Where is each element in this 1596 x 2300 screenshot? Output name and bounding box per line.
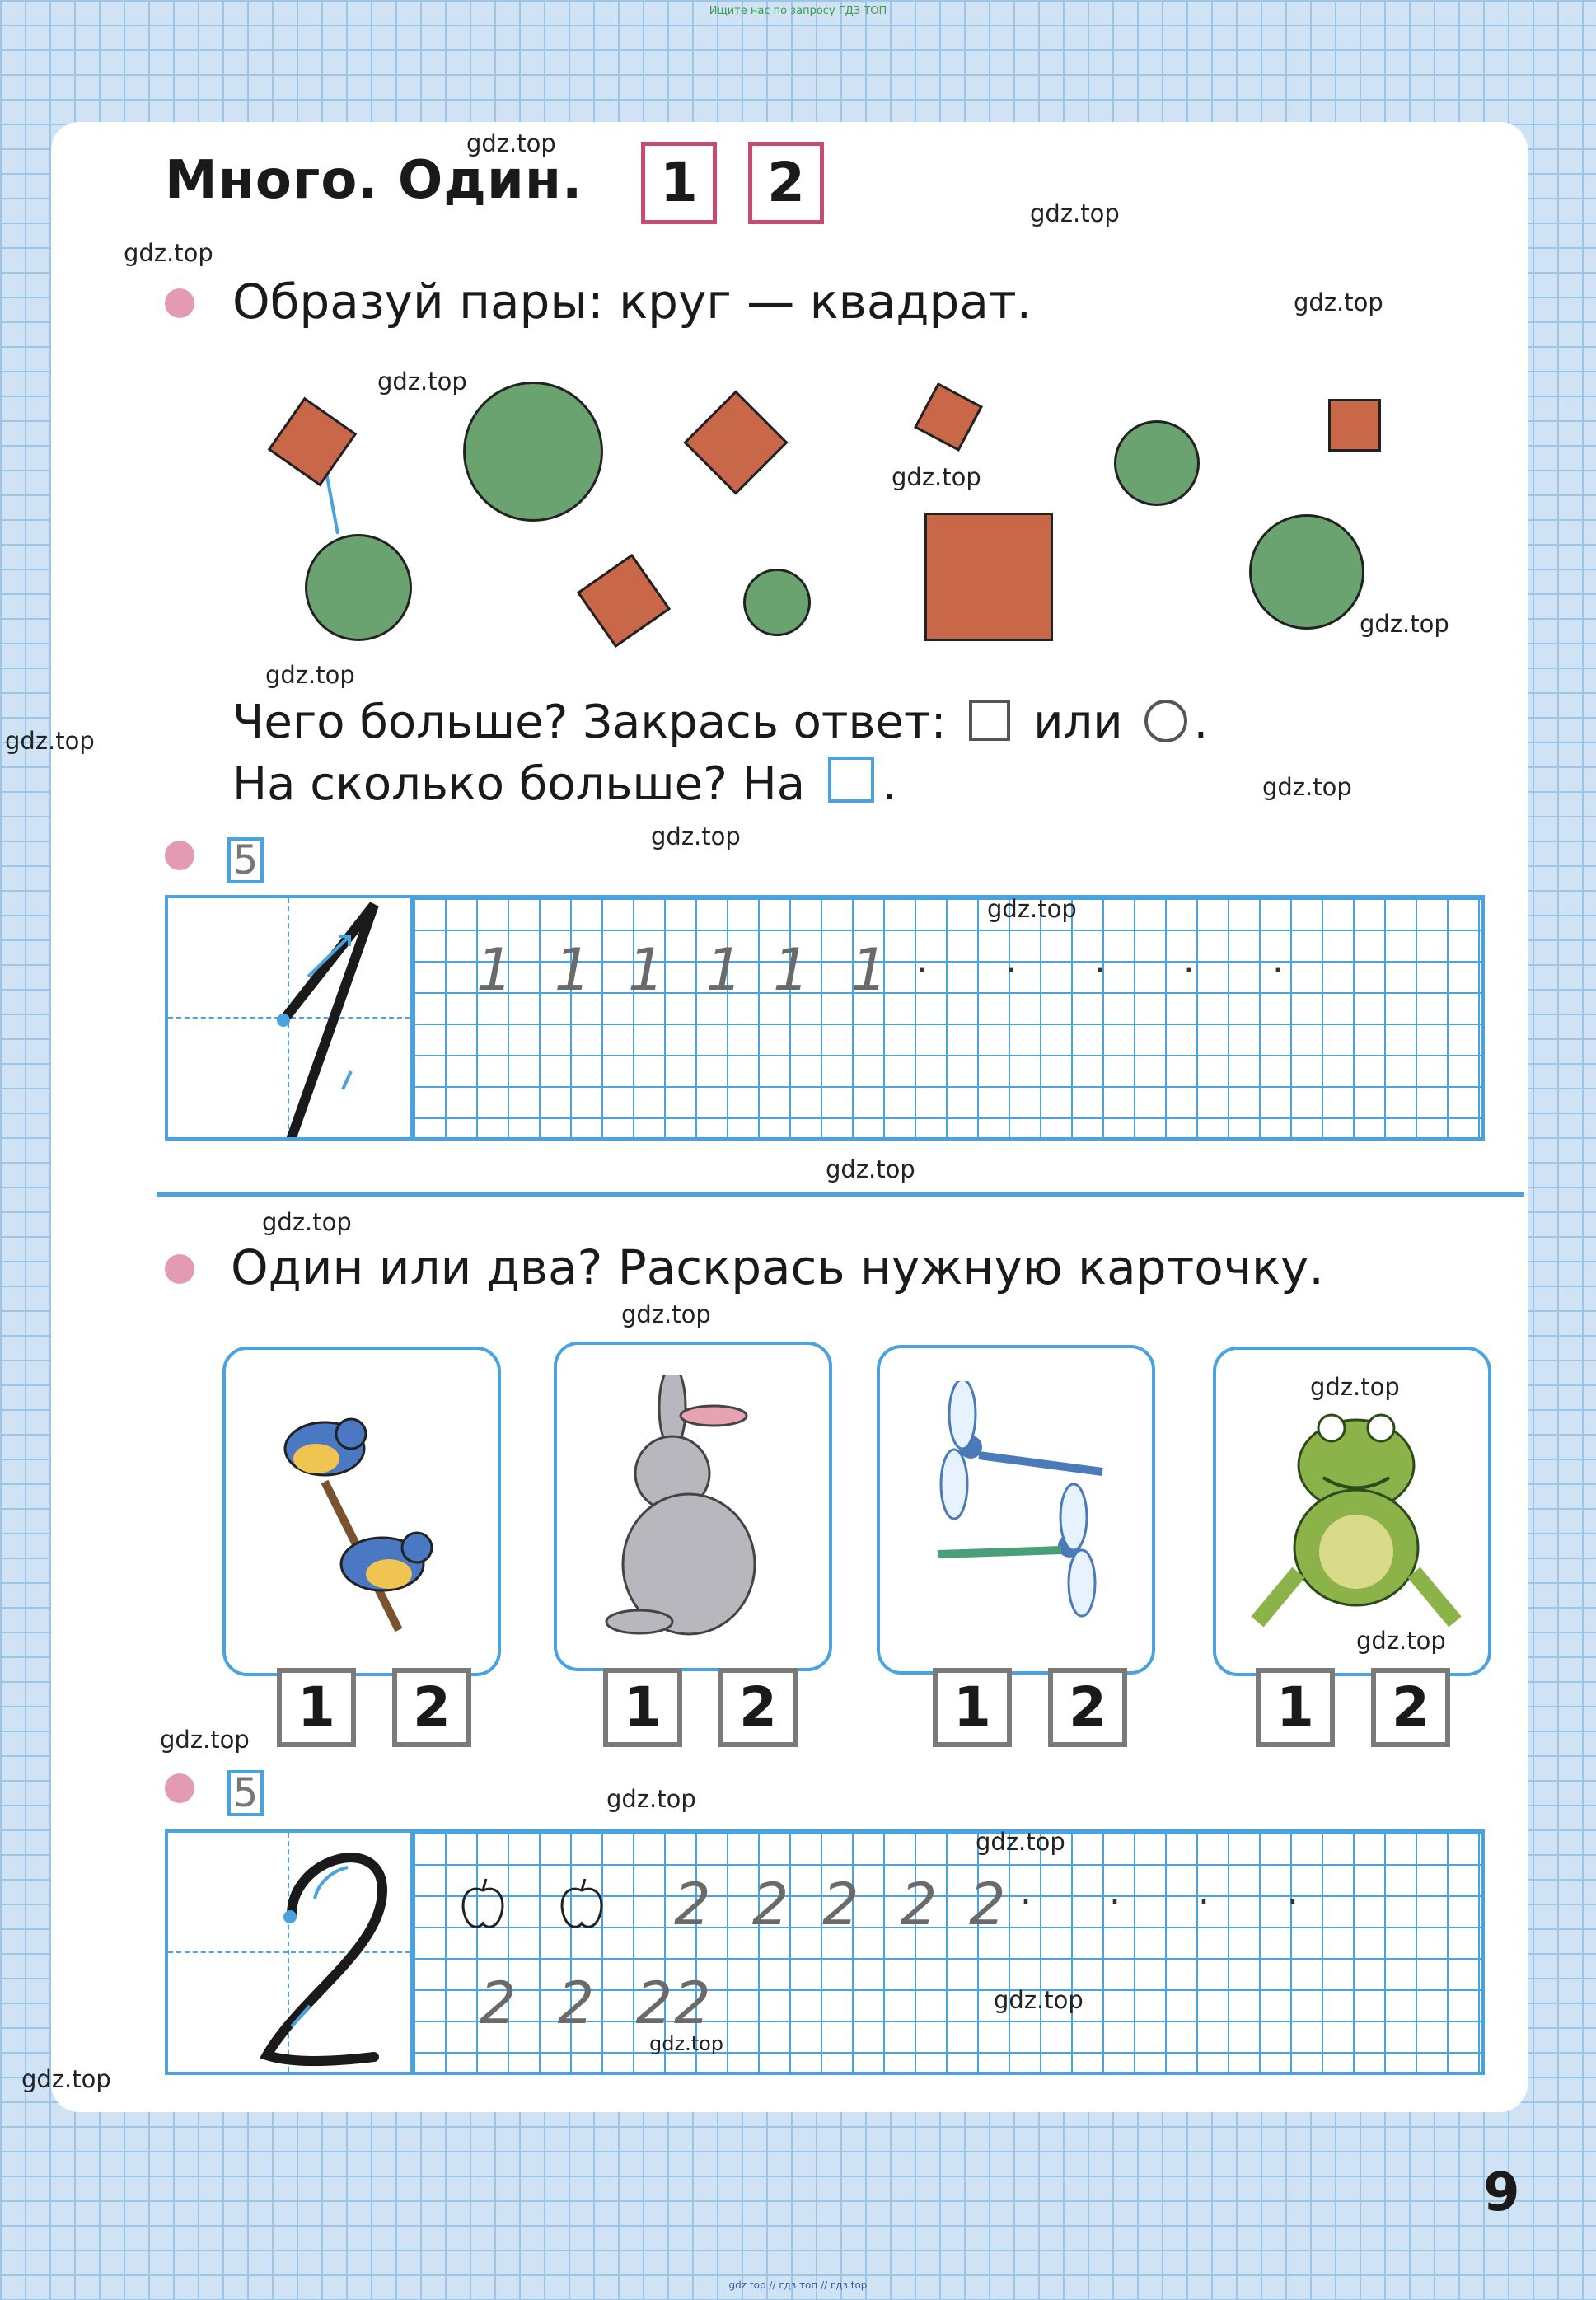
option-box-rabbit-1[interactable]: 1 [603,1668,682,1747]
watermark: gdz.top [377,368,467,396]
option-box-dragonflies-1[interactable]: 1 [933,1668,1012,1747]
birds-image [259,1383,473,1647]
watermark: gdz.top [1360,610,1449,638]
watermark: gdz.top [651,822,741,850]
watermark: gdz.top [21,2065,111,2093]
watermark: gdz.top [987,895,1077,923]
option-box-birds-2[interactable]: 2 [392,1668,471,1747]
watermark: gdz.top [1294,288,1383,316]
trace-group: 2 2 [674,1871,801,1938]
digit-1-sample [168,898,410,1137]
watermark: gdz.top [1262,773,1352,801]
question-how-many-more [232,757,897,811]
watermark: gdz.top [826,1155,915,1183]
task-bullet [165,1773,194,1803]
title-box-2: 2 [748,142,824,224]
page-number: 9 [1483,2162,1520,2223]
picture-card-rabbit[interactable] [554,1342,832,1671]
sample-cell-2 [165,1829,414,2075]
question-how-many-more-text: На сколько больше? На [232,757,806,811]
task2-instruction: Один или два? Раскрась нужную карточку. [231,1239,1324,1295]
apple-icon [458,1876,508,1933]
watermark: gdz.top [892,463,981,491]
square-shape[interactable] [924,513,1053,641]
trace-group: 2 [969,1871,1018,1938]
picture-card-dragonflies[interactable] [877,1345,1155,1675]
page-title: Много. Один. [165,150,583,211]
question-period: . [882,757,897,811]
watermark: gdz.top [606,1785,696,1813]
answer-circle-option[interactable] [1144,700,1187,742]
title-box-1: 1 [641,142,717,224]
score-box: 5 [227,1770,264,1816]
trace-group: 2 2 2 [480,1970,685,2037]
rabbit-image [590,1375,804,1647]
option-box-dragonflies-2[interactable]: 2 [1048,1668,1127,1747]
watermark: gdz.top [265,661,355,689]
circle-shape[interactable] [1249,514,1364,630]
dot-guides: . . . . . [916,939,1317,981]
trace-group: 2 [674,1970,723,2037]
option-box-birds-1[interactable]: 1 [277,1668,356,1747]
watermark: gdz.top [621,1300,711,1328]
shapes-area [247,354,1442,659]
writing-grid-1[interactable] [410,895,1485,1141]
watermark: gdz.top [1310,1373,1400,1401]
square-shape[interactable] [1328,399,1381,452]
option-box-rabbit-2[interactable]: 2 [718,1668,798,1747]
digit-2-sample [168,1833,410,2072]
watermark: gdz.top [1030,199,1120,227]
circle-shape[interactable] [305,534,412,641]
question-which-more-text: Чего больше? Закрась ответ: [232,696,947,749]
dot-guides: . . . . [1020,1871,1332,1913]
task-bullet [165,1254,194,1284]
trace-group: 1 1 [476,936,603,1004]
trace-group: 1 1 [773,936,900,1004]
frog-image [1241,1383,1472,1647]
task1-instruction: Образуй пары: круг — квадрат. [232,274,1032,330]
trace-group: 2 2 [822,1871,949,1938]
trace-group: 1 1 [628,936,755,1004]
score-box: 5 [227,837,264,883]
question-or-text: или [1033,696,1123,749]
option-box-frog-2[interactable]: 2 [1371,1668,1450,1747]
watermark: gdz.top [160,1726,250,1754]
circle-shape[interactable] [463,382,603,522]
task-bullet [165,288,194,318]
watermark: gdz.top [5,727,95,755]
watermark: gdz.top [994,1986,1084,2014]
circle-shape[interactable] [1114,420,1200,506]
watermark: gdz.top [1356,1627,1446,1655]
picture-card-birds[interactable] [222,1347,501,1676]
apple-icon [557,1876,606,1933]
header-note: Ищите нас по запросу ГДЗ ТОП [709,5,887,17]
section-divider [157,1192,1524,1197]
question-period: . [1193,696,1209,749]
dragonflies-image [905,1381,1135,1645]
answer-number-box[interactable] [828,757,874,803]
question-which-more [232,696,1208,749]
option-box-frog-1[interactable]: 1 [1256,1668,1335,1747]
watermark: gdz.top [976,1828,1065,1856]
task-bullet [165,841,194,870]
footer-note: gdz top // гдз топ // гдз top [728,2279,868,2291]
writing-grid-2[interactable] [410,1829,1485,2075]
answer-square-option[interactable] [969,700,1010,741]
circle-shape[interactable] [743,569,811,636]
watermark: gdz.top [649,2032,724,2055]
sample-cell-1 [165,895,414,1141]
watermark: gdz.top [262,1208,352,1236]
watermark: gdz.top [466,129,556,157]
watermark: gdz.top [124,239,213,267]
